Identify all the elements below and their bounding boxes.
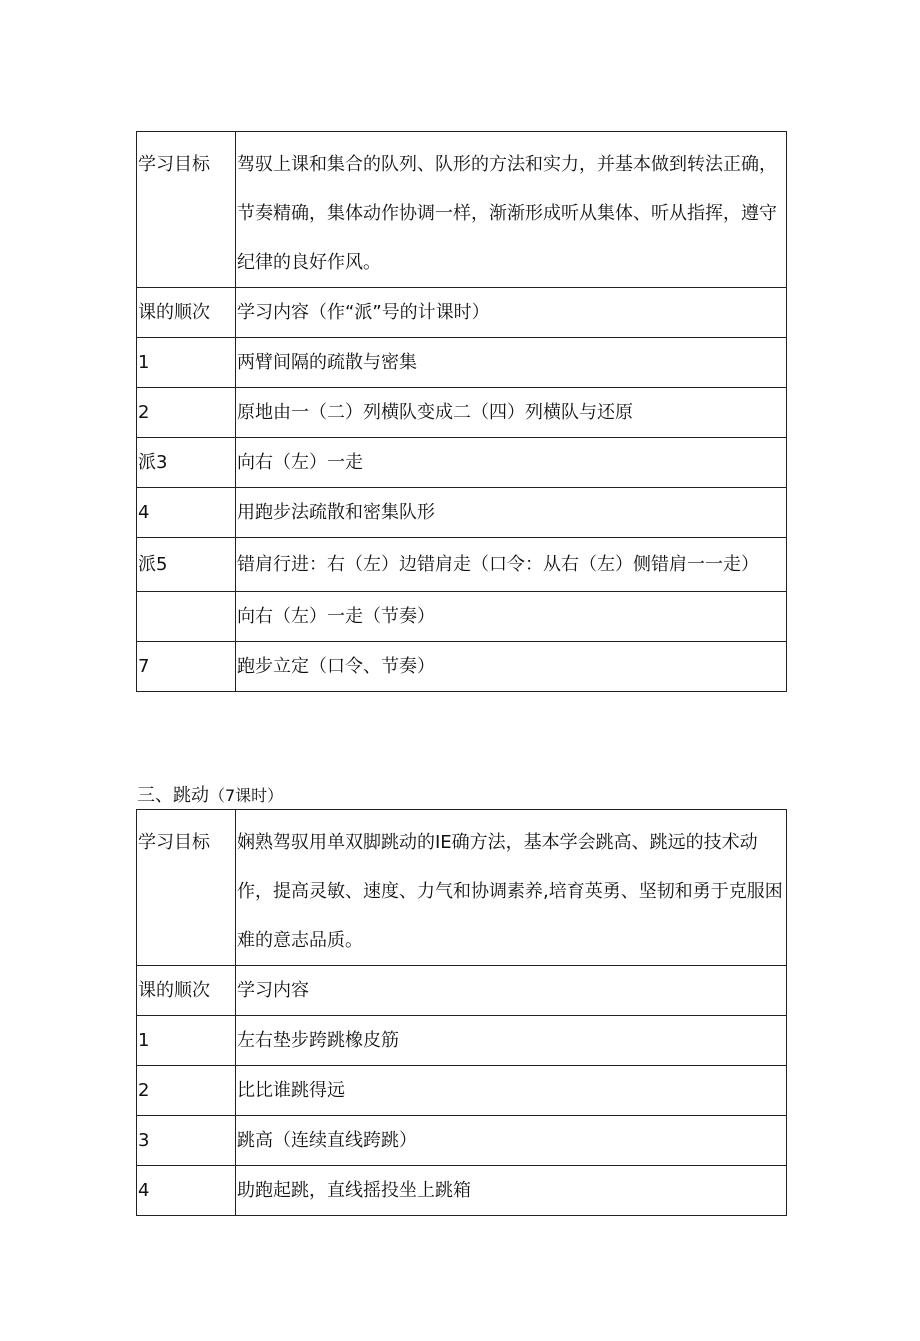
row-order: 4 <box>137 1166 236 1216</box>
row-order: 1 <box>137 1016 236 1066</box>
table-row <box>137 438 787 488</box>
table-row <box>137 1066 787 1116</box>
table-row-goal <box>137 132 787 288</box>
header-order: 课的顺次 <box>137 966 236 1016</box>
goal-text: 娴熟驾驭用单双脚跳动的IE确方法，基本学会跳高、跳远的技术动作，提高灵敏、速度、力气和协调素养,培育英勇、坚韧和勇于克服困难的意志品质。 <box>236 810 787 966</box>
section-heading-title: 三、跳动 <box>137 785 209 806</box>
lesson-table-formation <box>136 131 787 692</box>
table-row <box>137 538 787 592</box>
row-order: 3 <box>137 1116 236 1166</box>
table-header-row <box>137 288 787 338</box>
header-content: 学习内容 <box>236 966 787 1016</box>
row-content: 跑步立定（口令、节奏） <box>236 642 787 692</box>
row-order: 2 <box>137 1066 236 1116</box>
lesson-table-jumping <box>136 809 787 1216</box>
row-order: 2 <box>137 388 236 438</box>
row-order: 派3 <box>137 438 236 488</box>
row-content: 错肩行进：右（左）边错肩走（口令：从右（左）侧错肩一一走） <box>236 538 787 592</box>
goal-label: 学习目标 <box>137 810 236 966</box>
row-content: 两臂间隔的疏散与密集 <box>236 338 787 388</box>
row-order: 派5 <box>137 538 236 592</box>
row-content: 助跑起跳，直线摇投坐上跳箱 <box>236 1166 787 1216</box>
section-heading-jumping <box>137 783 283 809</box>
row-content: 原地由一（二）列横队变成二（四）列横队与还原 <box>236 388 787 438</box>
table-header-row <box>137 966 787 1016</box>
row-content: 向右（左）一走 <box>236 438 787 488</box>
row-order: 1 <box>137 338 236 388</box>
row-order <box>137 592 236 642</box>
goal-label: 学习目标 <box>137 132 236 288</box>
table-row <box>137 488 787 538</box>
row-content: 比比谁跳得远 <box>236 1066 787 1116</box>
table-row <box>137 1016 787 1066</box>
row-order: 4 <box>137 488 236 538</box>
goal-text: 驾驭上课和集合的队列、队形的方法和实力，并基本做到转法正确，节奏精确，集体动作协调一样，渐渐形成听从集体、听从指挥，遵守纪律的良好作风。 <box>236 132 787 288</box>
section-heading-hours: （7课时） <box>209 786 284 805</box>
table-row-goal <box>137 810 787 966</box>
table-row <box>137 642 787 692</box>
table-row <box>137 1116 787 1166</box>
row-content: 用跑步法疏散和密集队形 <box>236 488 787 538</box>
header-order: 课的顺次 <box>137 288 236 338</box>
header-content: 学习内容（作“派”号的计课时） <box>236 288 787 338</box>
row-content: 跳高（连续直线跨跳） <box>236 1116 787 1166</box>
row-content: 左右垫步跨跳橡皮筋 <box>236 1016 787 1066</box>
row-content: 向右（左）一走（节奏） <box>236 592 787 642</box>
table-row <box>137 338 787 388</box>
table-row <box>137 388 787 438</box>
row-order: 7 <box>137 642 236 692</box>
table-row <box>137 592 787 642</box>
table-row <box>137 1166 787 1216</box>
